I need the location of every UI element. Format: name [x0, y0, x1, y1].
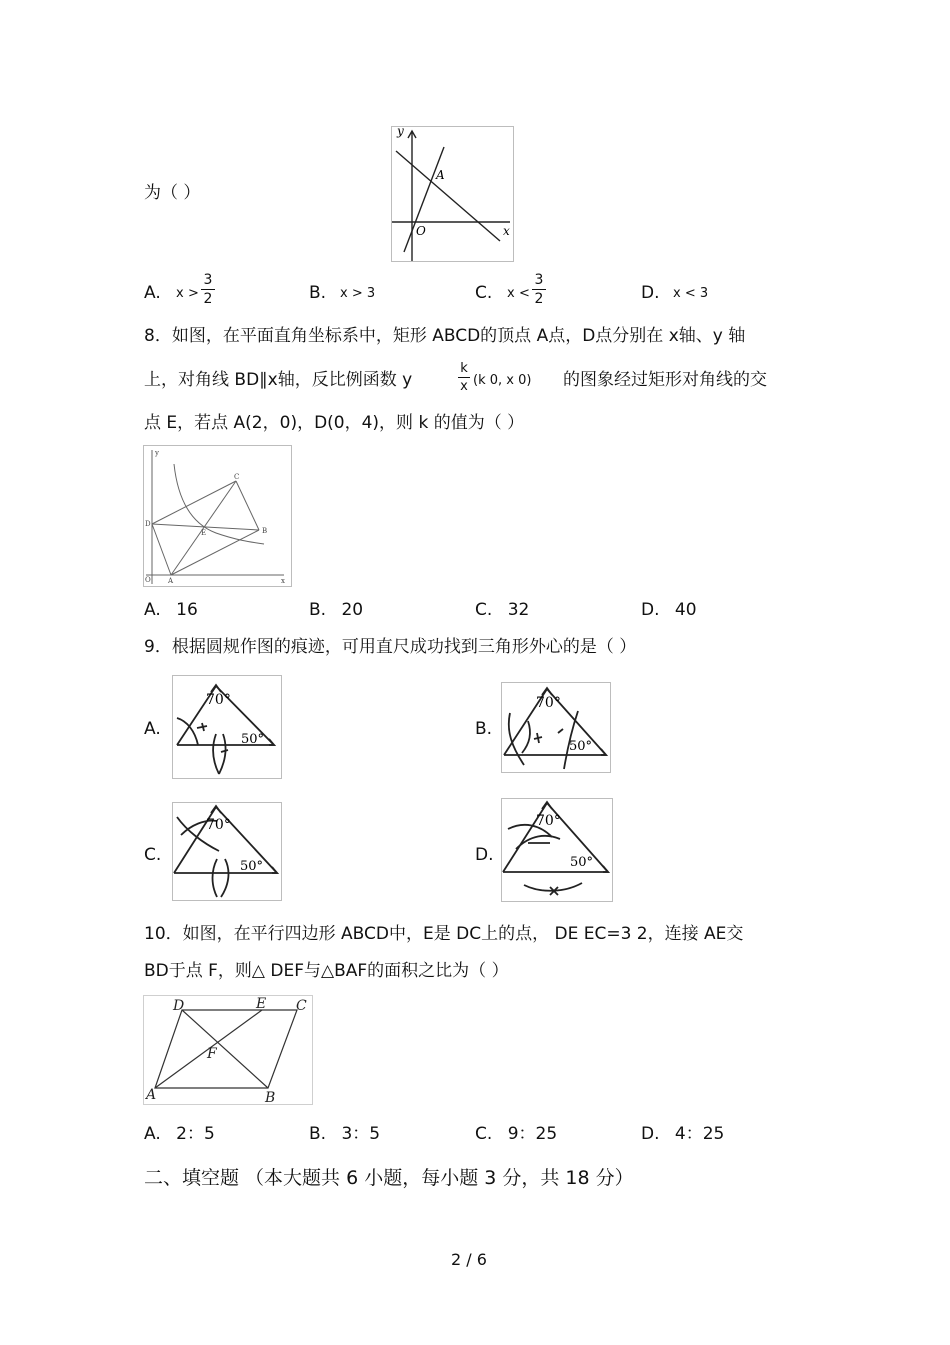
q7-option-a-lhs: x — [176, 286, 184, 301]
q8-function-fraction — [458, 361, 470, 394]
q10-stem-line1: 10．如图，在平行四边形 ABCD中，E是 DC上的点， DE EC=3 2，连接 AE交 — [144, 924, 744, 944]
q10-figure — [143, 995, 313, 1105]
fraction-numerator: 3 — [203, 272, 213, 288]
q8-point-b-label: B — [262, 527, 268, 535]
fraction-denominator: 2 — [534, 291, 544, 307]
option-value: 9：25 — [507, 1124, 558, 1144]
q8-stem-line1: 8．如图，在平面直角坐标系中，矩形 ABCD的顶点 A点，D点分别在 x轴、y 轴 — [144, 326, 746, 346]
q7-option-d-letter: D. — [641, 283, 660, 303]
q7-option-c-fraction — [532, 272, 546, 307]
q8-origin-label: O — [145, 576, 151, 584]
q7-option-a-letter: A. — [144, 283, 161, 303]
option-value: 16 — [176, 600, 198, 620]
q10-point-f-label: F — [207, 1046, 217, 1062]
q7-option-c-rel: < — [519, 286, 530, 301]
option-letter: B. — [309, 600, 327, 620]
q8-y-label: y — [155, 449, 159, 457]
option-letter: A. — [144, 600, 161, 620]
option-letter: D. — [641, 600, 660, 620]
q9-stem: 9．根据圆规作图的痕迹，可用直尺成功找到三角形外心的是（ ） — [144, 637, 637, 657]
q10-point-e-label: E — [256, 996, 267, 1012]
q9-b-angle-right: 50° — [569, 739, 593, 754]
q9-option-c-figure — [172, 802, 282, 901]
q8-point-a-label: A — [168, 577, 174, 585]
q8-x-label: x — [281, 577, 285, 585]
option-value: 32 — [507, 600, 530, 620]
q10-point-a-label: A — [146, 1087, 157, 1103]
q10-point-d-label: D — [173, 998, 185, 1014]
q10-option-b — [309, 1124, 380, 1144]
q7-option-b-text: x > 3 — [340, 286, 376, 301]
q9-c-angle-right: 50° — [240, 859, 264, 874]
q9-c-angle-top: 70° — [206, 817, 231, 833]
q10-stem-line2: BD于点 F，则△ DEF与△BAF的面积之比为（ ） — [144, 961, 509, 981]
option-letter: A. — [144, 1124, 161, 1144]
q9-option-d-letter: D. — [475, 845, 494, 865]
option-value: 4：25 — [674, 1124, 725, 1144]
q7-point-a-label: A — [436, 168, 445, 182]
q8-point-e-label: E — [201, 529, 207, 537]
q9-b-angle-top: 70° — [536, 695, 561, 711]
q8-figure — [143, 445, 292, 587]
option-value: 2：5 — [176, 1124, 215, 1144]
q7-y-label: y — [397, 127, 404, 138]
option-letter: B. — [309, 1124, 327, 1144]
q7-graph — [391, 126, 514, 262]
q7-x-label: x — [503, 224, 510, 238]
option-letter: D. — [641, 1124, 660, 1144]
q10-point-c-label: C — [296, 998, 307, 1014]
q9-option-b-figure — [501, 682, 611, 773]
q8-option-d — [641, 600, 697, 620]
q10-option-a — [144, 1124, 215, 1144]
q10-point-b-label: B — [265, 1090, 276, 1104]
q8-stem-line2a: 上，对角线 BD∥x轴，反比例函数 y — [144, 370, 413, 390]
q9-a-angle-top: 70° — [206, 692, 231, 708]
q7-option-c-letter: C. — [475, 283, 493, 303]
q9-d-angle-right: 50° — [570, 855, 594, 870]
q7-option-c-lhs: x — [507, 286, 515, 301]
q9-option-b-letter: B. — [475, 719, 493, 739]
q9-option-d-figure — [501, 798, 613, 902]
q7-option-a-fraction — [201, 272, 215, 307]
q10-option-c — [475, 1124, 557, 1144]
q9-option-c-letter: C. — [144, 845, 162, 865]
q8-option-a — [144, 600, 198, 620]
q8-point-c-label: C — [234, 473, 240, 481]
fraction-numerator: k — [460, 361, 468, 376]
q7-option-a-rel: > — [188, 286, 199, 301]
option-letter: C. — [475, 600, 493, 620]
q10-option-d — [641, 1124, 724, 1144]
q9-option-a-letter: A. — [144, 719, 161, 739]
q9-d-angle-top: 70° — [536, 813, 561, 829]
q8-point-d-label: D — [145, 520, 151, 528]
q8-stem-line2c: 的图象经过矩形对角线的交 — [563, 370, 767, 390]
q8-stem-line3: 点 E，若点 A(2，0)，D(0，4)，则 k 的值为（ ） — [144, 413, 525, 433]
q7-option-d-text: x < 3 — [673, 286, 709, 301]
q7-option-b-letter: B. — [309, 283, 327, 303]
q7-origin-label: O — [416, 224, 426, 238]
page-number: 2 / 6 — [451, 1250, 487, 1269]
fraction-numerator: 3 — [534, 272, 544, 288]
q8-option-b — [309, 600, 363, 620]
fraction-denominator: 2 — [203, 291, 213, 307]
q9-a-angle-right: 50° — [241, 732, 265, 747]
option-value: 20 — [341, 600, 364, 620]
q9-option-a-figure — [172, 675, 282, 779]
q8-condition: (k 0, x 0) — [473, 373, 532, 388]
option-letter: C. — [475, 1124, 493, 1144]
section-title: 二、填空题 （本大题共 6 小题，每小题 3 分，共 18 分） — [144, 1167, 634, 1189]
q8-option-c — [475, 600, 529, 620]
option-value: 40 — [674, 600, 697, 620]
option-value: 3：5 — [341, 1124, 381, 1144]
q7-stem-tail: 为（ ） — [144, 183, 201, 203]
fraction-denominator: x — [460, 379, 468, 394]
